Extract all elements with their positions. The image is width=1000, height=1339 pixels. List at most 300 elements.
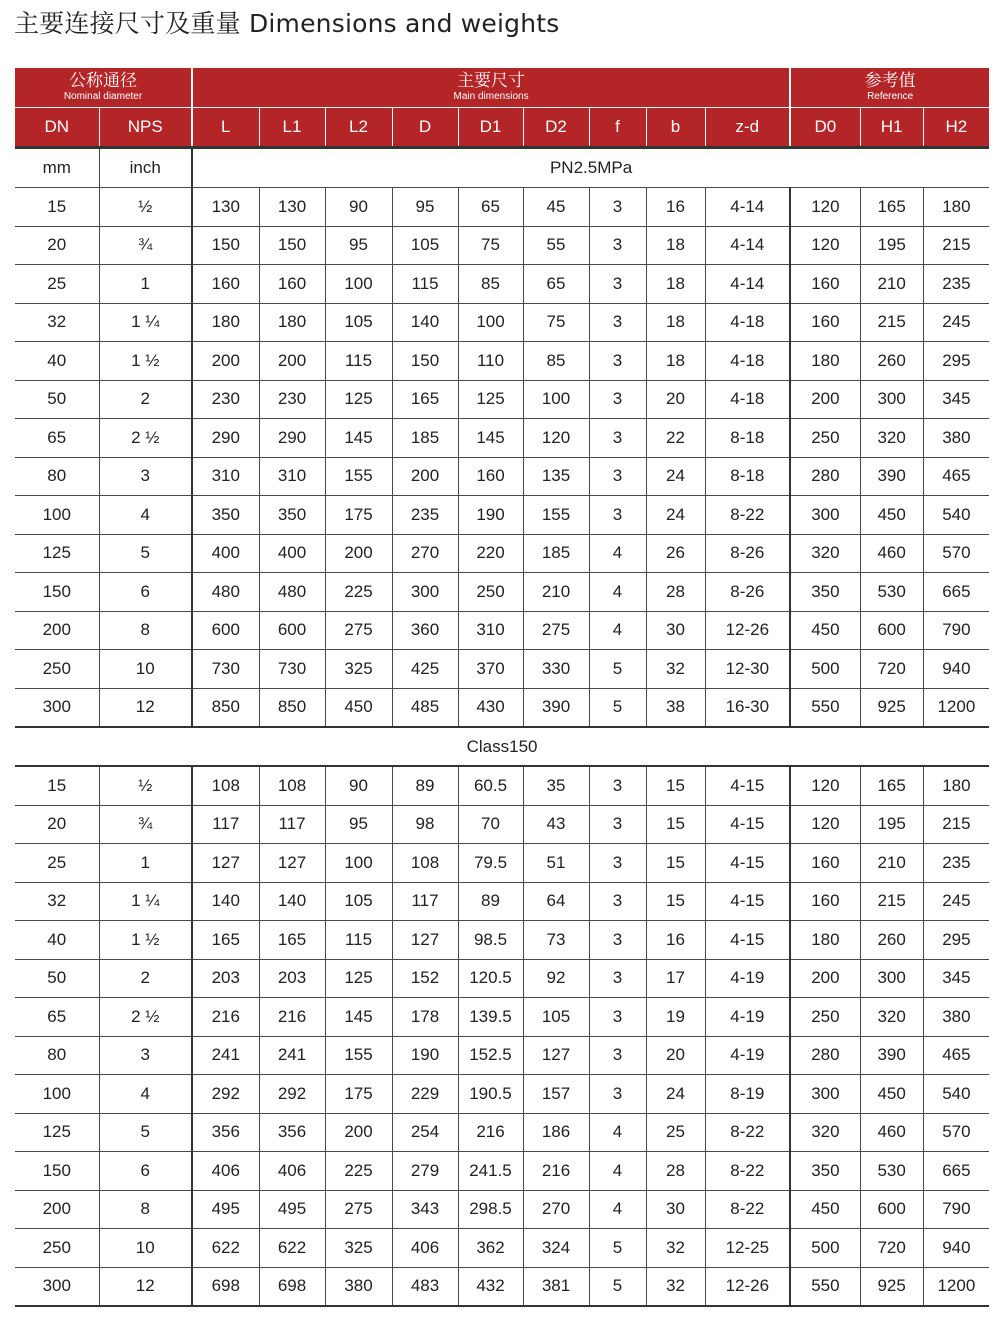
cell-d0: 250 xyxy=(790,419,860,458)
cell-b: 32 xyxy=(646,650,705,689)
cell-d1: 79.5 xyxy=(458,844,523,883)
cell-h1: 215 xyxy=(860,303,923,342)
cell-d: 178 xyxy=(392,998,458,1037)
table-row xyxy=(15,921,989,960)
cell-d1: 125 xyxy=(458,380,523,419)
cell-h2: 540 xyxy=(923,496,989,535)
cell-l: 230 xyxy=(192,380,259,419)
cell-h1: 165 xyxy=(860,766,923,805)
cell-dn: 80 xyxy=(15,1036,99,1075)
table-row xyxy=(15,188,989,227)
group-label-zh: 参考值 xyxy=(864,71,916,91)
cell-d2: 43 xyxy=(523,805,589,844)
cell-f: 5 xyxy=(589,1267,646,1306)
table-row xyxy=(15,1229,989,1268)
cell-d2: 127 xyxy=(523,1036,589,1075)
cell-h2: 180 xyxy=(923,188,989,227)
cell-d2: 45 xyxy=(523,188,589,227)
cell-l1: 230 xyxy=(259,380,325,419)
cell-d1: 216 xyxy=(458,1113,523,1152)
cell-d: 406 xyxy=(392,1229,458,1268)
table-row xyxy=(15,419,989,458)
cell-l2: 95 xyxy=(325,805,392,844)
cell-nps: 12 xyxy=(99,688,192,727)
cell-l2: 155 xyxy=(325,457,392,496)
cell-d1: 190.5 xyxy=(458,1075,523,1114)
cell-nps: 2 xyxy=(99,959,192,998)
cell-l: 108 xyxy=(192,766,259,805)
group-header-row xyxy=(15,68,989,108)
cell-z-d: 8-26 xyxy=(705,534,790,573)
cell-l1: 730 xyxy=(259,650,325,689)
cell-d: 95 xyxy=(392,188,458,227)
cell-z-d: 4-15 xyxy=(705,844,790,883)
column-header-z-d: z-d xyxy=(705,108,790,148)
table-row xyxy=(15,844,989,883)
cell-d2: 120 xyxy=(523,419,589,458)
cell-dn: 20 xyxy=(15,805,99,844)
cell-f: 4 xyxy=(589,534,646,573)
cell-d: 89 xyxy=(392,766,458,805)
cell-b: 30 xyxy=(646,611,705,650)
cell-nps: 6 xyxy=(99,573,192,612)
cell-d1: 120.5 xyxy=(458,959,523,998)
cell-f: 4 xyxy=(589,1190,646,1229)
cell-z-d: 4-19 xyxy=(705,1036,790,1075)
cell-z-d: 12-25 xyxy=(705,1229,790,1268)
column-header-d1: D1 xyxy=(458,108,523,148)
cell-b: 19 xyxy=(646,998,705,1037)
cell-d0: 320 xyxy=(790,1113,860,1152)
cell-d: 108 xyxy=(392,844,458,883)
cell-d: 98 xyxy=(392,805,458,844)
cell-l2: 200 xyxy=(325,1113,392,1152)
column-header-nps: NPS xyxy=(99,108,192,148)
cell-nps: ¾ xyxy=(99,226,192,265)
cell-h2: 295 xyxy=(923,921,989,960)
cell-d1: 152.5 xyxy=(458,1036,523,1075)
cell-h1: 260 xyxy=(860,342,923,381)
table-row xyxy=(15,496,989,535)
cell-h1: 390 xyxy=(860,457,923,496)
cell-l: 203 xyxy=(192,959,259,998)
cell-nps: 1 xyxy=(99,844,192,883)
cell-h2: 570 xyxy=(923,534,989,573)
cell-b: 22 xyxy=(646,419,705,458)
cell-l1: 698 xyxy=(259,1267,325,1306)
cell-dn: 200 xyxy=(15,611,99,650)
cell-l: 400 xyxy=(192,534,259,573)
cell-d1: 75 xyxy=(458,226,523,265)
group-label-en: Nominal diameter xyxy=(63,91,143,102)
cell-l: 140 xyxy=(192,882,259,921)
cell-dn: 20 xyxy=(15,226,99,265)
cell-l: 850 xyxy=(192,688,259,727)
table-row xyxy=(15,959,989,998)
cell-h1: 925 xyxy=(860,688,923,727)
cell-l2: 100 xyxy=(325,844,392,883)
cell-d0: 550 xyxy=(790,1267,860,1306)
unit-mm: mm xyxy=(15,148,99,188)
cell-z-d: 4-15 xyxy=(705,766,790,805)
cell-d1: 250 xyxy=(458,573,523,612)
cell-z-d: 4-14 xyxy=(705,188,790,227)
cell-dn: 200 xyxy=(15,1190,99,1229)
cell-d: 150 xyxy=(392,342,458,381)
cell-h2: 665 xyxy=(923,573,989,612)
cell-f: 5 xyxy=(589,650,646,689)
cell-l: 160 xyxy=(192,265,259,304)
cell-l2: 115 xyxy=(325,342,392,381)
cell-d: 115 xyxy=(392,265,458,304)
cell-l1: 290 xyxy=(259,419,325,458)
cell-d: 229 xyxy=(392,1075,458,1114)
cell-d: 343 xyxy=(392,1190,458,1229)
cell-d0: 450 xyxy=(790,611,860,650)
cell-f: 3 xyxy=(589,380,646,419)
cell-d: 483 xyxy=(392,1267,458,1306)
cell-d2: 85 xyxy=(523,342,589,381)
cell-dn: 300 xyxy=(15,1267,99,1306)
cell-z-d: 4-15 xyxy=(705,921,790,960)
cell-d2: 51 xyxy=(523,844,589,883)
cell-h2: 665 xyxy=(923,1152,989,1191)
cell-l: 495 xyxy=(192,1190,259,1229)
group-nominal-diameter xyxy=(15,68,192,108)
cell-l2: 200 xyxy=(325,534,392,573)
column-header-h2: H2 xyxy=(923,108,989,148)
cell-h2: 215 xyxy=(923,226,989,265)
cell-b: 24 xyxy=(646,1075,705,1114)
cell-z-d: 8-22 xyxy=(705,496,790,535)
cell-l2: 90 xyxy=(325,766,392,805)
cell-f: 4 xyxy=(589,1152,646,1191)
cell-l2: 380 xyxy=(325,1267,392,1306)
cell-d0: 120 xyxy=(790,805,860,844)
cell-l: 130 xyxy=(192,188,259,227)
cell-f: 3 xyxy=(589,766,646,805)
cell-h1: 320 xyxy=(860,998,923,1037)
cell-z-d: 4-18 xyxy=(705,303,790,342)
cell-z-d: 4-19 xyxy=(705,959,790,998)
cell-l: 600 xyxy=(192,611,259,650)
cell-l1: 216 xyxy=(259,998,325,1037)
cell-d2: 100 xyxy=(523,380,589,419)
cell-l: 216 xyxy=(192,998,259,1037)
cell-z-d: 8-18 xyxy=(705,457,790,496)
cell-l2: 275 xyxy=(325,611,392,650)
cell-f: 3 xyxy=(589,921,646,960)
cell-dn: 15 xyxy=(15,766,99,805)
cell-b: 17 xyxy=(646,959,705,998)
cell-h1: 925 xyxy=(860,1267,923,1306)
cell-l2: 145 xyxy=(325,998,392,1037)
cell-d2: 381 xyxy=(523,1267,589,1306)
cell-f: 4 xyxy=(589,573,646,612)
cell-l: 622 xyxy=(192,1229,259,1268)
cell-z-d: 8-22 xyxy=(705,1113,790,1152)
cell-d: 140 xyxy=(392,303,458,342)
cell-nps: 2 ½ xyxy=(99,419,192,458)
cell-l1: 108 xyxy=(259,766,325,805)
cell-d0: 250 xyxy=(790,998,860,1037)
cell-d0: 180 xyxy=(790,342,860,381)
cell-l: 290 xyxy=(192,419,259,458)
cell-d1: 145 xyxy=(458,419,523,458)
table-row xyxy=(15,1267,989,1306)
cell-d: 200 xyxy=(392,457,458,496)
cell-d2: 157 xyxy=(523,1075,589,1114)
cell-d1: 190 xyxy=(458,496,523,535)
cell-l2: 90 xyxy=(325,188,392,227)
cell-l: 117 xyxy=(192,805,259,844)
cell-h1: 320 xyxy=(860,419,923,458)
cell-h2: 345 xyxy=(923,380,989,419)
cell-l: 241 xyxy=(192,1036,259,1075)
cell-d: 152 xyxy=(392,959,458,998)
group-main-dimensions xyxy=(192,68,790,108)
column-header-dn: DN xyxy=(15,108,99,148)
cell-b: 28 xyxy=(646,573,705,612)
cell-h2: 540 xyxy=(923,1075,989,1114)
cell-l1: 356 xyxy=(259,1113,325,1152)
cell-h2: 380 xyxy=(923,998,989,1037)
cell-d: 127 xyxy=(392,921,458,960)
column-header-l: L xyxy=(192,108,259,148)
cell-d0: 200 xyxy=(790,959,860,998)
cell-l1: 292 xyxy=(259,1075,325,1114)
section-label-class150: Class150 xyxy=(15,727,989,766)
cell-d1: 139.5 xyxy=(458,998,523,1037)
cell-h2: 790 xyxy=(923,611,989,650)
cell-h1: 195 xyxy=(860,805,923,844)
table-row xyxy=(15,457,989,496)
cell-h1: 300 xyxy=(860,959,923,998)
cell-dn: 50 xyxy=(15,380,99,419)
cell-d0: 450 xyxy=(790,1190,860,1229)
cell-b: 18 xyxy=(646,265,705,304)
cell-l1: 400 xyxy=(259,534,325,573)
cell-b: 15 xyxy=(646,805,705,844)
cell-l1: 160 xyxy=(259,265,325,304)
table-row xyxy=(15,998,989,1037)
cell-d: 190 xyxy=(392,1036,458,1075)
cell-l1: 480 xyxy=(259,573,325,612)
cell-b: 15 xyxy=(646,766,705,805)
cell-h2: 245 xyxy=(923,882,989,921)
cell-l2: 325 xyxy=(325,650,392,689)
cell-dn: 65 xyxy=(15,998,99,1037)
cell-l: 127 xyxy=(192,844,259,883)
cell-l2: 145 xyxy=(325,419,392,458)
cell-l2: 275 xyxy=(325,1190,392,1229)
cell-d2: 186 xyxy=(523,1113,589,1152)
cell-d0: 300 xyxy=(790,496,860,535)
cell-d: 117 xyxy=(392,882,458,921)
cell-dn: 80 xyxy=(15,457,99,496)
cell-z-d: 4-18 xyxy=(705,380,790,419)
cell-dn: 250 xyxy=(15,1229,99,1268)
table-row xyxy=(15,226,989,265)
cell-l1: 406 xyxy=(259,1152,325,1191)
cell-d2: 105 xyxy=(523,998,589,1037)
cell-f: 3 xyxy=(589,882,646,921)
cell-h2: 790 xyxy=(923,1190,989,1229)
cell-h1: 195 xyxy=(860,226,923,265)
group-label-zh: 主要尺寸 xyxy=(457,71,526,91)
cell-dn: 100 xyxy=(15,496,99,535)
cell-d1: 430 xyxy=(458,688,523,727)
cell-h1: 600 xyxy=(860,1190,923,1229)
cell-b: 30 xyxy=(646,1190,705,1229)
column-header-h1: H1 xyxy=(860,108,923,148)
cell-d2: 210 xyxy=(523,573,589,612)
cell-b: 32 xyxy=(646,1229,705,1268)
cell-f: 3 xyxy=(589,226,646,265)
cell-dn: 150 xyxy=(15,573,99,612)
cell-nps: 4 xyxy=(99,1075,192,1114)
cell-f: 3 xyxy=(589,342,646,381)
cell-l: 180 xyxy=(192,303,259,342)
cell-d1: 98.5 xyxy=(458,921,523,960)
cell-nps: 3 xyxy=(99,1036,192,1075)
table-row xyxy=(15,1075,989,1114)
cell-f: 3 xyxy=(589,959,646,998)
cell-b: 38 xyxy=(646,688,705,727)
table-body xyxy=(15,68,989,1306)
cell-l2: 450 xyxy=(325,688,392,727)
cell-d1: 85 xyxy=(458,265,523,304)
cell-h1: 215 xyxy=(860,882,923,921)
cell-z-d: 8-26 xyxy=(705,573,790,612)
table-row xyxy=(15,882,989,921)
cell-nps: 5 xyxy=(99,534,192,573)
cell-dn: 250 xyxy=(15,650,99,689)
cell-d0: 280 xyxy=(790,1036,860,1075)
cell-b: 15 xyxy=(646,844,705,883)
cell-d: 425 xyxy=(392,650,458,689)
cell-b: 18 xyxy=(646,226,705,265)
cell-d0: 120 xyxy=(790,188,860,227)
cell-d2: 390 xyxy=(523,688,589,727)
table-row xyxy=(15,342,989,381)
cell-d0: 350 xyxy=(790,573,860,612)
cell-d0: 160 xyxy=(790,303,860,342)
cell-h1: 720 xyxy=(860,650,923,689)
cell-nps: 4 xyxy=(99,496,192,535)
cell-h1: 720 xyxy=(860,1229,923,1268)
cell-f: 3 xyxy=(589,303,646,342)
cell-z-d: 8-22 xyxy=(705,1190,790,1229)
cell-z-d: 4-19 xyxy=(705,998,790,1037)
cell-h2: 345 xyxy=(923,959,989,998)
cell-d1: 310 xyxy=(458,611,523,650)
cell-l: 165 xyxy=(192,921,259,960)
cell-d0: 120 xyxy=(790,766,860,805)
cell-h2: 215 xyxy=(923,805,989,844)
cell-d: 254 xyxy=(392,1113,458,1152)
dimensions-table xyxy=(15,68,989,1307)
cell-d2: 92 xyxy=(523,959,589,998)
cell-l2: 105 xyxy=(325,303,392,342)
cell-d1: 362 xyxy=(458,1229,523,1268)
cell-d0: 320 xyxy=(790,534,860,573)
cell-f: 5 xyxy=(589,688,646,727)
cell-h2: 940 xyxy=(923,650,989,689)
table-row xyxy=(15,1113,989,1152)
cell-f: 3 xyxy=(589,265,646,304)
cell-l1: 127 xyxy=(259,844,325,883)
cell-l1: 117 xyxy=(259,805,325,844)
cell-l: 356 xyxy=(192,1113,259,1152)
cell-f: 3 xyxy=(589,496,646,535)
column-header-l2: L2 xyxy=(325,108,392,148)
table-row xyxy=(15,1036,989,1075)
cell-l1: 165 xyxy=(259,921,325,960)
cell-l2: 125 xyxy=(325,380,392,419)
cell-l: 350 xyxy=(192,496,259,535)
cell-d0: 550 xyxy=(790,688,860,727)
cell-b: 16 xyxy=(646,921,705,960)
cell-b: 24 xyxy=(646,457,705,496)
cell-h1: 530 xyxy=(860,573,923,612)
cell-nps: 1 ½ xyxy=(99,342,192,381)
cell-d1: 65 xyxy=(458,188,523,227)
cell-d1: 370 xyxy=(458,650,523,689)
cell-dn: 150 xyxy=(15,1152,99,1191)
cell-f: 3 xyxy=(589,998,646,1037)
cell-d: 235 xyxy=(392,496,458,535)
cell-b: 26 xyxy=(646,534,705,573)
cell-b: 16 xyxy=(646,188,705,227)
cell-h2: 940 xyxy=(923,1229,989,1268)
cell-f: 5 xyxy=(589,1229,646,1268)
cell-h1: 260 xyxy=(860,921,923,960)
cell-d1: 60.5 xyxy=(458,766,523,805)
cell-d1: 70 xyxy=(458,805,523,844)
section-title-row xyxy=(15,727,989,766)
cell-l: 310 xyxy=(192,457,259,496)
cell-b: 20 xyxy=(646,1036,705,1075)
cell-l: 150 xyxy=(192,226,259,265)
cell-z-d: 16-30 xyxy=(705,688,790,727)
cell-z-d: 8-19 xyxy=(705,1075,790,1114)
cell-l1: 140 xyxy=(259,882,325,921)
table-row xyxy=(15,534,989,573)
cell-d2: 324 xyxy=(523,1229,589,1268)
cell-f: 4 xyxy=(589,1113,646,1152)
cell-d1: 100 xyxy=(458,303,523,342)
cell-l2: 155 xyxy=(325,1036,392,1075)
cell-dn: 50 xyxy=(15,959,99,998)
cell-d0: 120 xyxy=(790,226,860,265)
cell-d0: 350 xyxy=(790,1152,860,1191)
column-header-f: f xyxy=(589,108,646,148)
cell-nps: 5 xyxy=(99,1113,192,1152)
cell-l1: 130 xyxy=(259,188,325,227)
cell-l1: 200 xyxy=(259,342,325,381)
cell-d2: 135 xyxy=(523,457,589,496)
cell-l1: 180 xyxy=(259,303,325,342)
cell-h2: 245 xyxy=(923,303,989,342)
cell-nps: 12 xyxy=(99,1267,192,1306)
cell-h2: 235 xyxy=(923,265,989,304)
column-header-l1: L1 xyxy=(259,108,325,148)
cell-z-d: 4-14 xyxy=(705,226,790,265)
cell-d: 279 xyxy=(392,1152,458,1191)
cell-h2: 180 xyxy=(923,766,989,805)
cell-l2: 175 xyxy=(325,1075,392,1114)
